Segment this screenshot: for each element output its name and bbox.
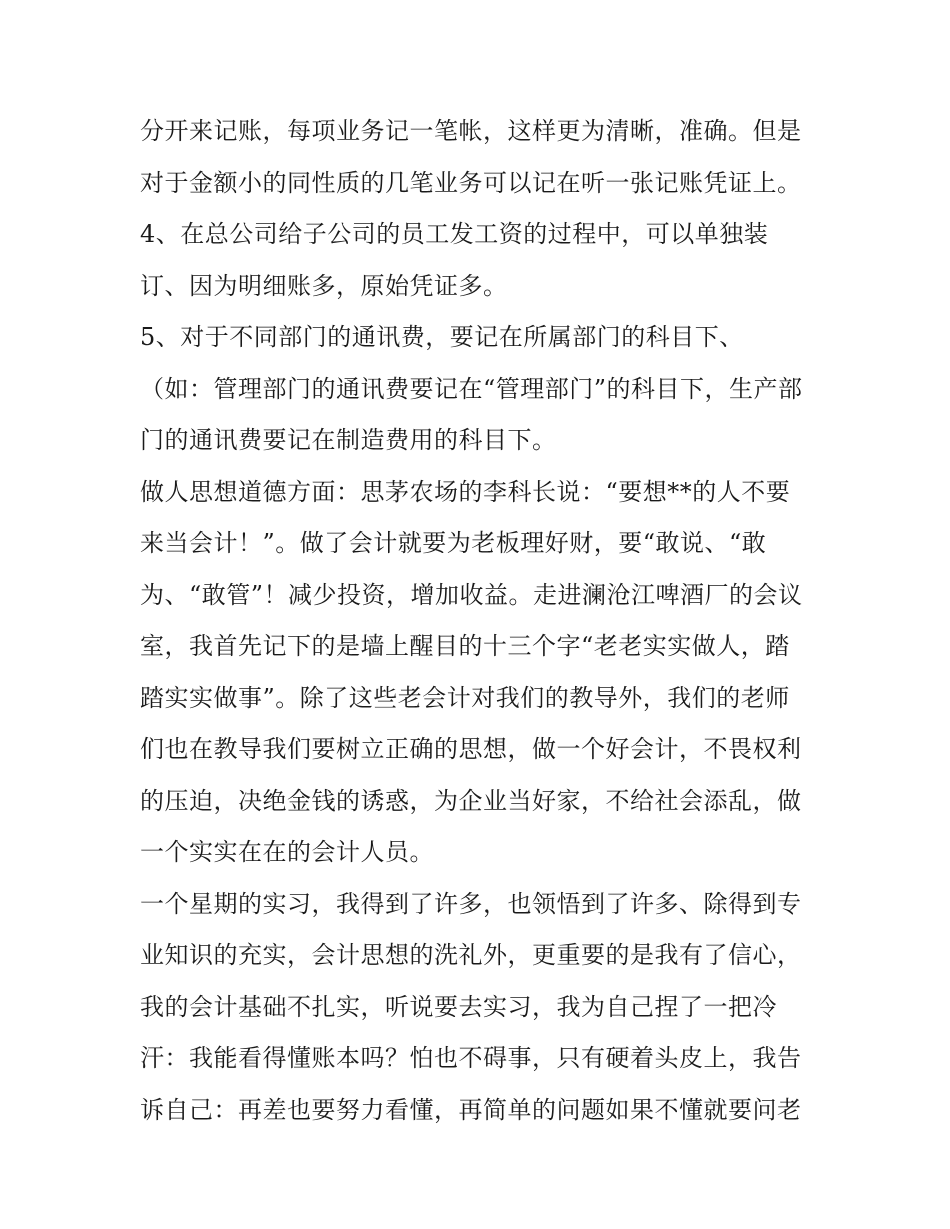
text-line: 一个星期的实习，我得到了许多，也领悟到了许多、除得到专 [140, 889, 802, 918]
text-line: 们也在教导我们要树立正确的思想，做一个好会计，不畏权利 [140, 735, 802, 763]
text-line: 做人思想道德方面：思茅农场的李科长说：“要想**的人不要 [140, 477, 791, 506]
text-line: 对于金额小的同性质的几笔业务可以记在听一张记账凭证上。 [140, 168, 802, 197]
text-line: 汗：我能看得懂账本吗？怕也不碍事，只有硬着头皮上，我告 [140, 1044, 802, 1072]
text-line: 室，我首先记下的是墙上醒目的十三个字“老老实实做人，踏 [140, 632, 790, 660]
text-line: 来当会计！”。做了会计就要为老板理好财，要“敢说、“敢 [140, 529, 767, 557]
text-line: 5、对于不同部门的通讯费，要记在所属部门的科目下、 [140, 323, 744, 351]
text-line: 的压迫，决绝金钱的诱惑，为企业当好家，不给社会添乱，做 [140, 786, 802, 815]
text-line: 诉自己：再差也要努力看懂，再简单的问题如果不懂就要问老 [140, 1095, 802, 1124]
text-line: 订、因为明细账多，原始凭证多。 [140, 271, 508, 300]
text-line: 业知识的充实，会计思想的洗礼外，更重要的是我有了信心， [140, 941, 802, 969]
text-line: 4、在总公司给子公司的员工发工资的过程中，可以单独装 [140, 220, 769, 248]
body-text [140, 106, 830, 1136]
text-line: 踏实实做事”。除了这些老会计对我们的教导外，我们的老师 [140, 683, 790, 712]
text-line: 门的通讯费要记在制造费用的科目下。 [140, 426, 557, 454]
text-line: （如：管理部门的通讯费要记在“管理部门”的科目下，生产部 [140, 374, 803, 403]
text-line: 分开来记账，每项业务记一笔帐，这样更为清晰，准确。但是 [140, 117, 802, 145]
text-line: 我的会计基础不扎实，听说要去实习，我为自己捏了一把冷 [140, 992, 777, 1021]
text-line: 为、“敢管”！减少投资，增加收益。走进澜沧江啤酒厂的会议 [140, 580, 803, 609]
text-line: 一个实实在在的会计人员。 [140, 838, 434, 866]
